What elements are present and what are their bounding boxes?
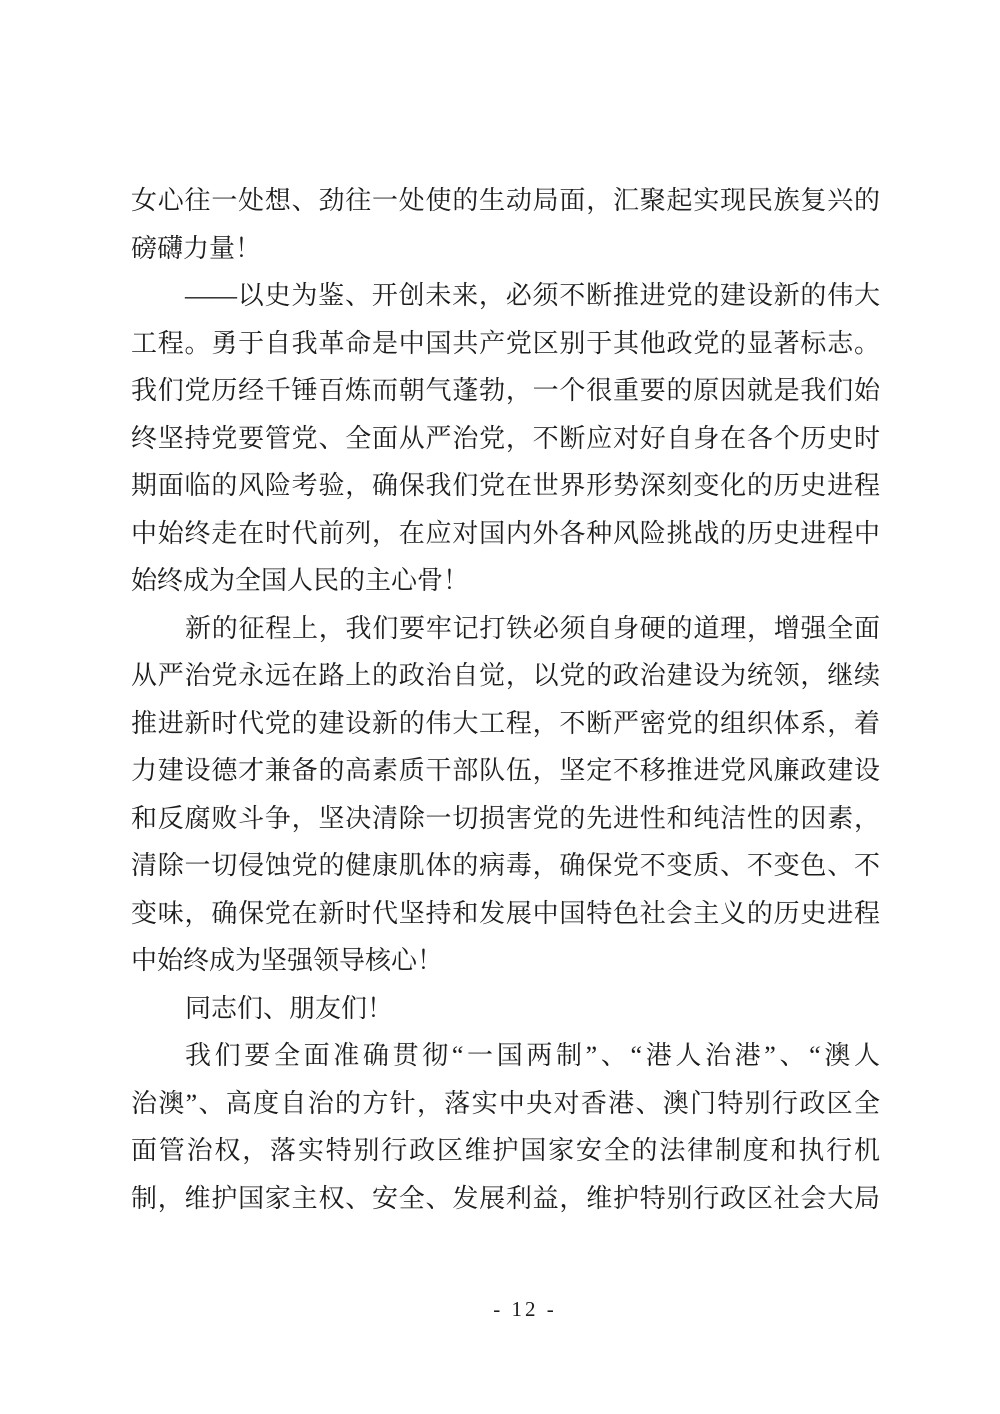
page-number: - 12 - xyxy=(493,1297,557,1321)
text-line: 期面临的风险考验，确保我们党在世界形势深刻变化的历史进程 xyxy=(131,471,880,500)
document-body xyxy=(131,177,880,1222)
text-line: 变味，确保党在新时代坚持和发展中国特色社会主义的历史进程 xyxy=(131,898,880,928)
text-line: 中始终走在时代前列，在应对国内外各种风险挑战的历史进程中 xyxy=(131,518,880,548)
text-line: 我们党历经千锤百炼而朝气蓬勃，一个很重要的原因就是我们始 xyxy=(131,376,880,405)
text-line: ——以史为鉴、开创未来，必须不断推进党的建设新的伟大 xyxy=(185,281,880,310)
text-line: 新的征程上，我们要牢记打铁必须自身硬的道理，增强全面 xyxy=(185,613,880,643)
text-line: 磅礴力量！ xyxy=(131,233,262,263)
text-line: 治澳”、高度自治的方针，落实中央对香港、澳门特别行政区全 xyxy=(131,1088,880,1118)
text-line: 中始终成为坚强领导核心！ xyxy=(131,946,444,975)
text-line: 我们要全面准确贯彻“一国两制”、“港人治港”、“澳人 xyxy=(185,1041,880,1070)
text-line: 从严治党永远在路上的政治自觉，以党的政治建设为统领，继续 xyxy=(131,661,880,690)
text-line: 工程。勇于自我革命是中国共产党区别于其他政党的显著标志。 xyxy=(131,328,880,358)
text-line: 面管治权，落实特别行政区维护国家安全的法律制度和执行机 xyxy=(131,1136,880,1165)
text-line: 推进新时代党的建设新的伟大工程，不断严密党的组织体系，着 xyxy=(131,708,880,738)
text-line: 始终成为全国人民的主心骨！ xyxy=(131,566,470,595)
text-line: 清除一切侵蚀党的健康肌体的病毒，确保党不变质、不变色、不 xyxy=(131,851,880,880)
text-line: 和反腐败斗争，坚决清除一切损害党的先进性和纯洁性的因素， xyxy=(131,803,880,833)
text-line: 终坚持党要管党、全面从严治党，不断应对好自身在各个历史时 xyxy=(131,423,880,453)
text-line: 力建设德才兼备的高素质干部队伍，坚定不移推进党风廉政建设 xyxy=(131,756,880,785)
text-line: 制，维护国家主权、安全、发展利益，维护特别行政区社会大局 xyxy=(131,1183,880,1213)
text-line: 同志们、朋友们！ xyxy=(185,993,394,1023)
text-line: 女心往一处想、劲往一处使的生动局面，汇聚起实现民族复兴的 xyxy=(131,186,880,215)
